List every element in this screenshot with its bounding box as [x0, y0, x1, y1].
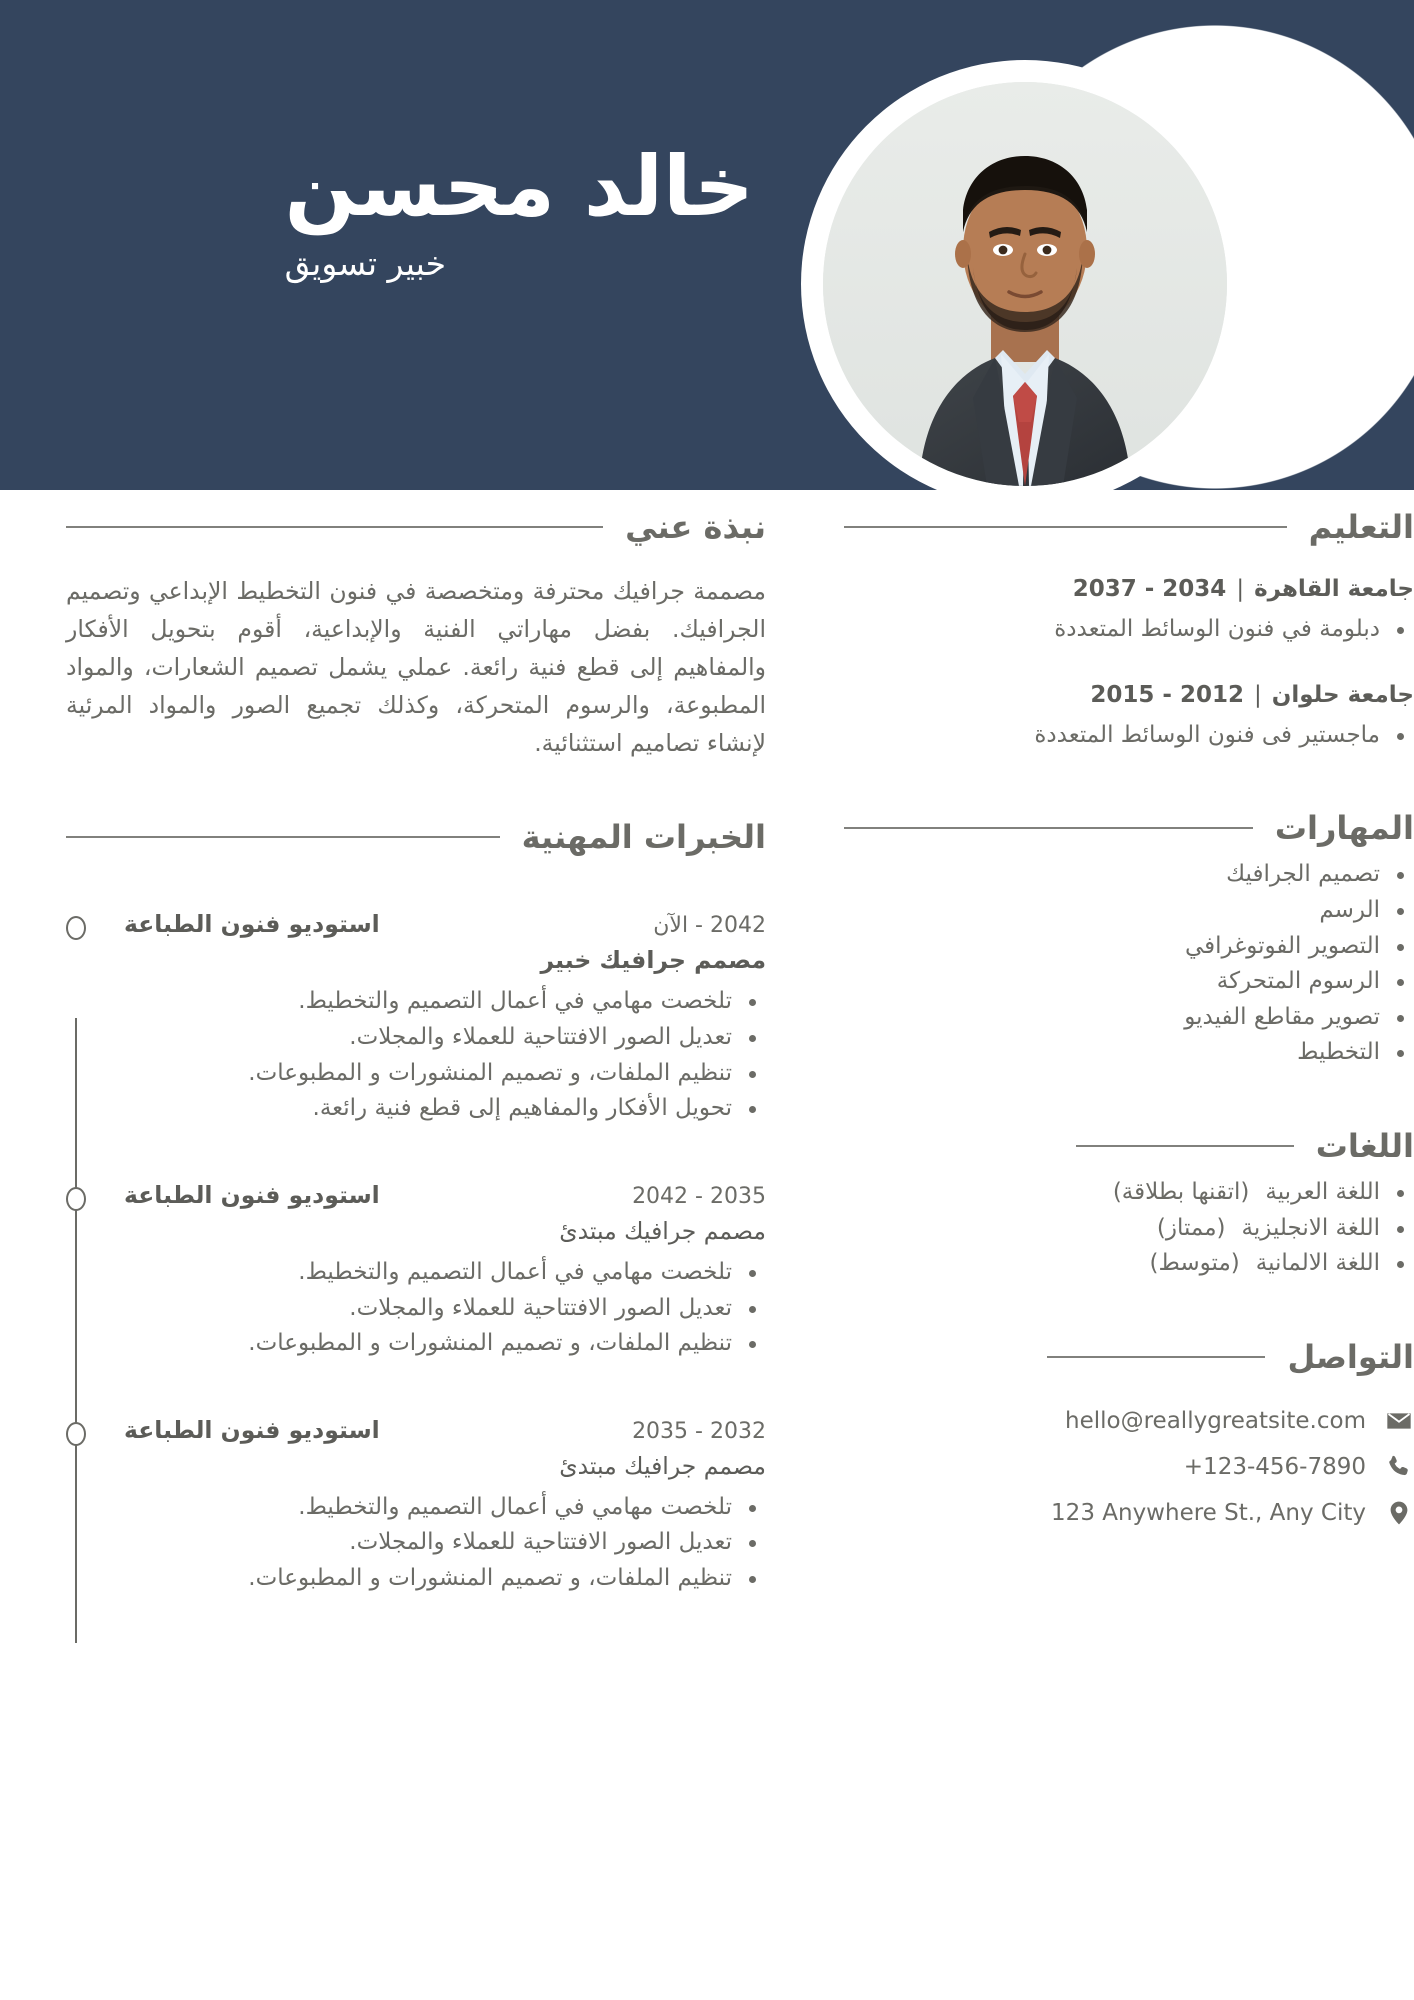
experience-role: مصمم جرافيك مبتدئ	[559, 1451, 766, 1480]
section-skills	[844, 809, 1414, 1071]
contact-row-email[interactable]	[844, 1406, 1414, 1436]
about-heading	[66, 508, 766, 546]
contact-row-phone[interactable]	[844, 1452, 1414, 1482]
list-item: تصميم الجرافيك	[844, 857, 1414, 893]
full-name: خالد محسن	[284, 138, 754, 235]
section-languages	[844, 1127, 1414, 1282]
header-banner	[0, 0, 1414, 490]
list-item	[844, 1175, 1414, 1211]
experience-role: مصمم جرافيك مبتدئ	[559, 1216, 766, 1245]
contact-address: 123 Anywhere St., Any City	[1051, 1500, 1366, 1527]
list-item: تعديل الصور الافتتاحية للعملاء والمجلات.	[124, 1525, 766, 1561]
timeline-node	[66, 1187, 86, 1211]
experience-dates: 2042 - الآن	[653, 913, 766, 939]
experience-bullets	[124, 1490, 766, 1597]
avatar-ring	[801, 60, 1249, 508]
language-name: اللغة الالمانية	[1255, 1250, 1380, 1277]
phone-icon	[1384, 1452, 1414, 1482]
languages-list	[844, 1175, 1414, 1282]
list-item: تنظيم الملفات، و تصميم المنشورات و المطبوعات.	[124, 1561, 766, 1597]
list-item: تحويل الأفكار والمفاهيم إلى قطع فنية رائعة.	[124, 1091, 766, 1127]
email-icon	[1384, 1406, 1414, 1436]
heading-rule	[844, 827, 1253, 829]
list-item: تصوير مقاطع الفيديو	[844, 1000, 1414, 1036]
education-institution: جامعة حلوان	[1271, 681, 1414, 708]
heading-rule	[66, 836, 500, 838]
list-item: دبلومة في فنون الوسائط المتعددة	[844, 612, 1414, 648]
languages-heading	[844, 1127, 1414, 1165]
resume-body	[0, 490, 1414, 2000]
right-column	[844, 490, 1414, 1544]
experience-heading	[66, 818, 766, 856]
list-item: تنظيم الملفات، و تصميم المنشورات و المطبوعات.	[124, 1056, 766, 1092]
timeline-node	[66, 916, 86, 940]
languages-title: اللغات	[1315, 1127, 1414, 1166]
experience-header	[124, 910, 766, 938]
skills-list	[844, 857, 1414, 1071]
list-item: الرسوم المتحركة	[844, 964, 1414, 1000]
experience-header	[124, 1416, 766, 1444]
language-name: اللغة العربية	[1265, 1179, 1380, 1206]
contact-list	[844, 1406, 1414, 1528]
experience-entry	[66, 910, 766, 1127]
location-pin-icon	[1384, 1498, 1414, 1528]
spacer	[844, 1071, 1414, 1127]
about-title: نبذة عني	[625, 508, 766, 546]
spacer	[66, 762, 766, 818]
education-institution: جامعة القاهرة	[1254, 576, 1414, 602]
language-level: (اتقنها بطلاقة)	[1112, 1179, 1250, 1206]
experience-entry	[66, 1181, 766, 1362]
list-item	[844, 1211, 1414, 1247]
list-item: تعديل الصور الافتتاحية للعملاء والمجلات.	[124, 1291, 766, 1327]
section-experience	[66, 818, 766, 1596]
education-heading	[844, 508, 1414, 546]
experience-header	[124, 1181, 766, 1209]
timeline-node	[66, 1422, 86, 1446]
about-paragraph: مصممة جرافيك محترفة ومتخصصة في فنون التخطيط الإبداعي وتصميم الجرافيك. بفضل مهاراتي الفنية والإبداعية، أقوم بتحويل الأفكار والمفاهيم إلى قطع فنية رائعة. عملي يشمل تصميم الشعارات، والمواد المطبوعة، والرسوم المتحركة، وكذلك تجميع الصور والمواد المرئية لإنشاء تصاميم استثنائية.	[66, 577, 766, 758]
contact-title: التواصل	[1287, 1338, 1414, 1377]
education-institution-line	[844, 576, 1414, 602]
language-name: اللغة الانجليزية	[1241, 1214, 1380, 1241]
contact-row-address[interactable]	[844, 1498, 1414, 1528]
list-item: تلخصت مهامي في أعمال التصميم والتخطيط.	[124, 1255, 766, 1291]
list-item: تعديل الصور الافتتاحية للعملاء والمجلات.	[124, 1020, 766, 1056]
spacer	[844, 1282, 1414, 1338]
section-education	[844, 508, 1414, 753]
list-item: ماجستير فى فنون الوسائط المتعددة	[844, 718, 1414, 754]
list-item: التخطيط	[844, 1035, 1414, 1071]
experience-company: استوديو فنون الطباعة	[124, 1415, 380, 1444]
experience-entry	[66, 1416, 766, 1597]
heading-rule	[66, 526, 603, 528]
education-dates: 2034 - 2037	[1072, 576, 1227, 602]
list-item: تلخصت مهامي في أعمال التصميم والتخطيط.	[124, 1490, 766, 1526]
education-separator: |	[1236, 576, 1245, 602]
heading-rule	[1076, 1145, 1294, 1147]
list-item	[844, 1246, 1414, 1282]
education-entry	[844, 576, 1414, 648]
section-contact	[844, 1338, 1414, 1528]
contact-email: hello@reallygreatsite.com	[1065, 1408, 1366, 1435]
portrait-illustration	[823, 82, 1227, 486]
heading-rule	[844, 526, 1287, 528]
left-column	[66, 490, 766, 1597]
contact-phone: +123-456-7890	[1183, 1454, 1366, 1481]
header-identity	[284, 138, 754, 283]
experience-bullets	[124, 984, 766, 1127]
education-entry	[844, 682, 1414, 754]
experience-role: مصمم جرافيك خبير	[540, 946, 766, 975]
experience-timeline	[66, 910, 766, 1596]
experience-dates: 2032 - 2035	[632, 1418, 766, 1444]
list-item: الرسم	[844, 893, 1414, 929]
experience-company: استوديو فنون الطباعة	[124, 1180, 380, 1209]
education-dates: 2012 - 2015	[1090, 681, 1244, 708]
education-details-list	[844, 612, 1414, 648]
spacer	[844, 753, 1414, 809]
skills-title: المهارات	[1274, 809, 1414, 848]
language-level: (ممتاز)	[1156, 1214, 1226, 1241]
experience-title: الخبرات المهنية	[521, 818, 766, 857]
language-level: (متوسط)	[1149, 1250, 1240, 1277]
list-item: تنظيم الملفات، و تصميم المنشورات و المطبوعات.	[124, 1326, 766, 1362]
skills-heading	[844, 809, 1414, 847]
experience-bullets	[124, 1255, 766, 1362]
section-about	[66, 508, 766, 762]
heading-rule	[1047, 1356, 1265, 1358]
experience-company: استوديو فنون الطباعة	[124, 910, 380, 939]
experience-dates: 2035 - 2042	[632, 1183, 766, 1209]
education-details-list	[844, 718, 1414, 754]
education-separator: |	[1253, 681, 1262, 708]
job-role-subtitle: خبير تسويق	[284, 243, 447, 283]
list-item: تلخصت مهامي في أعمال التصميم والتخطيط.	[124, 984, 766, 1020]
contact-heading	[844, 1338, 1414, 1376]
education-institution-line	[844, 682, 1414, 708]
list-item: التصوير الفوتوغرافي	[844, 929, 1414, 965]
education-title: التعليم	[1308, 508, 1414, 546]
avatar	[823, 82, 1227, 486]
